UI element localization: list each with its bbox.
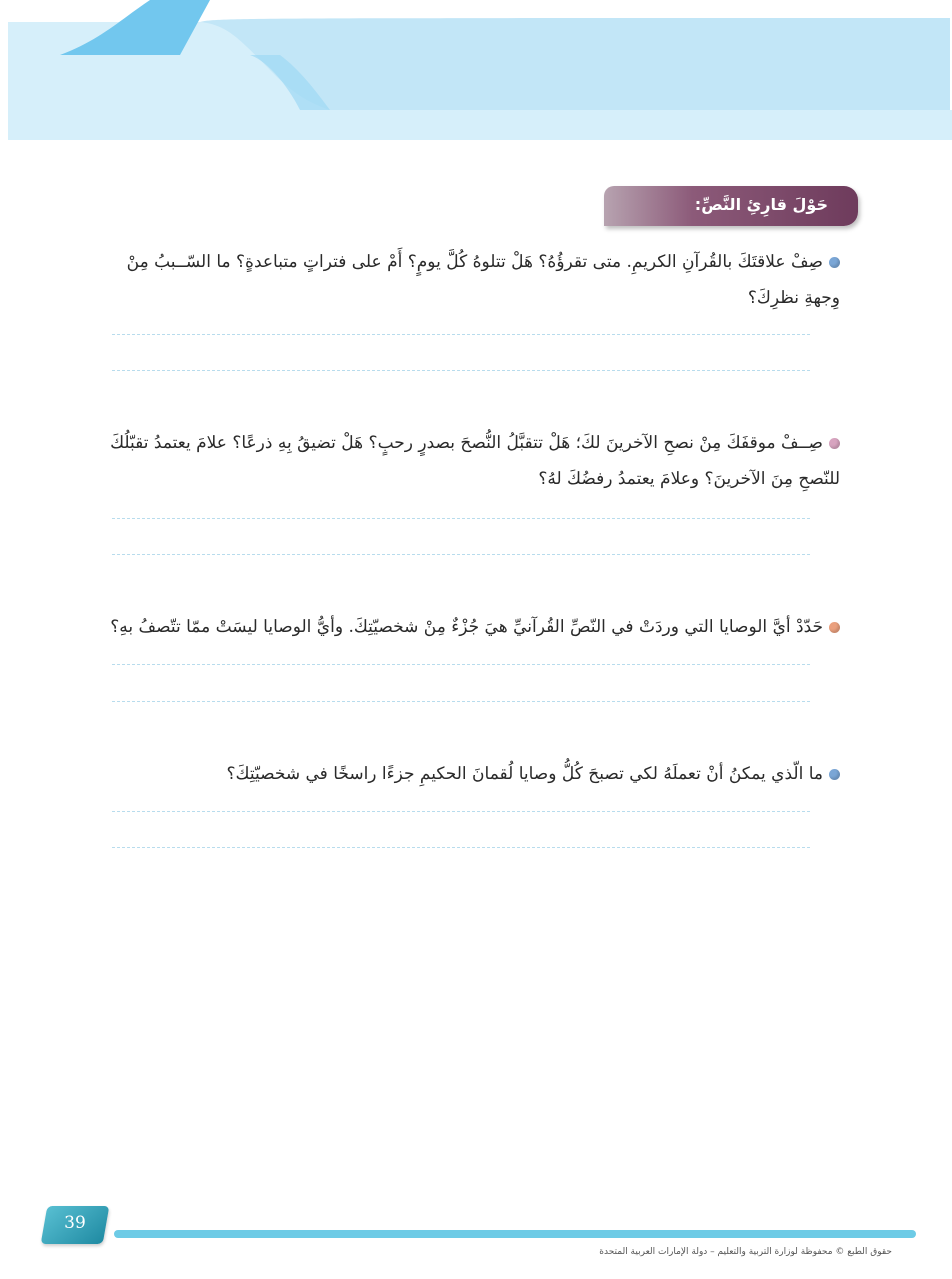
answer-line[interactable] <box>112 370 810 371</box>
question-4 <box>100 756 840 792</box>
page-number: 39 <box>64 1213 86 1233</box>
question-1 <box>100 244 840 316</box>
section-heading: حَوْلَ قارِئِ النَّصِّ: <box>694 195 828 214</box>
answer-line[interactable] <box>112 811 810 812</box>
bullet-icon <box>829 622 840 633</box>
answer-line[interactable] <box>112 847 810 848</box>
bullet-icon <box>829 438 840 449</box>
answer-line[interactable] <box>112 664 810 665</box>
question-2 <box>100 425 840 497</box>
footer-bar <box>114 1230 916 1238</box>
question-text: ما الّذي يمكنُ أنْ تعملَهُ لكي تصبحَ كُلُّ وصايا لُقمانَ الحكيمِ جزءًا راسخًا في شخصيّتِكَ؟ <box>226 764 823 784</box>
answer-line[interactable] <box>112 334 810 335</box>
question-text: صِــفْ موقفَكَ مِنْ نصحِ الآخرينَ لكَ؛ هَلْ تتقبَّلُ النُّصحَ بصدرٍ رحبٍ؟ هَلْ تضيقُ بِهِ ذرعًا؟ علامَ يعتمدُ تقبّلُكَ للنّصحِ مِنَ الآخرينَ؟ وعلامَ يعتمدُ رفضُكَ لهُ؟ <box>110 433 840 489</box>
answer-line[interactable] <box>112 518 810 519</box>
answer-line[interactable] <box>112 554 810 555</box>
section-heading-tab <box>604 186 858 226</box>
copyright-notice: حقوق الطبع © محفوظة لوزارة التربية والتعليم – دولة الإمارات العربية المتحدة <box>599 1247 892 1257</box>
bullet-icon <box>829 769 840 780</box>
bullet-icon <box>829 257 840 268</box>
answer-line[interactable] <box>112 701 810 702</box>
header-wave-decoration <box>0 0 952 140</box>
question-text: صِفْ علاقتَكَ بالقُرآنِ الكريمِ. متى تقرؤُهُ؟ هَلْ تتلوهُ كُلَّ يومٍ؟ أَمْ على فتراتٍ متباعدةٍ؟ ما السّــببُ مِنْ وِجهةِ نظرِكَ؟ <box>126 252 840 308</box>
question-3 <box>100 609 840 645</box>
question-text: حَدّدْ أيَّ الوصايا التي وردَتْ في النّصِّ القُرآنيِّ هيَ جُزْءٌ مِنْ شخصيّتِكَ. وأيُّ الوصايا ليسَتْ ممّا تتّصفُ بهِ؟ <box>110 617 823 637</box>
